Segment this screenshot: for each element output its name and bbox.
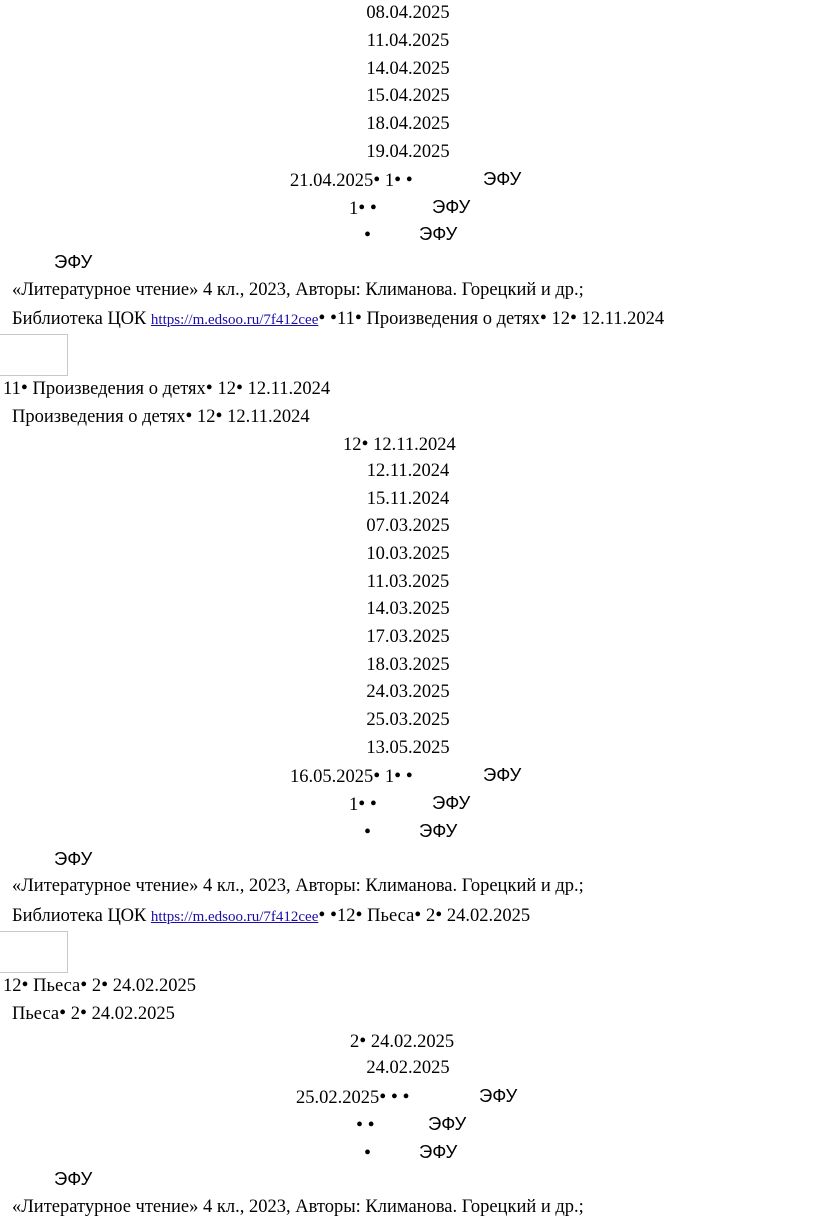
section-line bbox=[3, 378, 330, 399]
lesson-date: 16.05.2025 bbox=[290, 767, 374, 787]
bullet-line bbox=[349, 794, 377, 815]
lesson-hours: 1 bbox=[384, 171, 395, 191]
date-line: 13.05.2025 bbox=[366, 738, 450, 758]
lesson-date: 25.02.2025 bbox=[296, 1088, 380, 1108]
section-line bbox=[343, 434, 456, 455]
bullet-icon: • bbox=[205, 377, 213, 399]
section-line bbox=[350, 1031, 454, 1052]
efu-label: ЭФУ bbox=[419, 1141, 458, 1162]
date-line: 19.04.2025 bbox=[366, 142, 450, 162]
bullet-line bbox=[364, 225, 371, 246]
library-label: Библиотека ЦОК bbox=[12, 906, 147, 926]
efu-label: ЭФУ bbox=[432, 792, 471, 813]
bullet-icon: • bbox=[569, 307, 577, 329]
bullet-icon: • bbox=[355, 904, 363, 926]
section-date: 24.02.2025 bbox=[91, 1004, 175, 1024]
section-title: Пьеса bbox=[12, 1004, 60, 1024]
section-num: 11 bbox=[3, 379, 21, 399]
bullet-icon: • bbox=[330, 307, 338, 329]
date-line: 24.02.2025 bbox=[366, 1058, 450, 1078]
bullet-icon: • bbox=[402, 1086, 410, 1108]
bullet-icon: • bbox=[101, 974, 109, 996]
date-line: 12.11.2024 bbox=[366, 461, 450, 481]
section-num: 12 bbox=[337, 906, 356, 926]
section-title: Пьеса bbox=[367, 906, 415, 926]
date-line: 14.04.2025 bbox=[366, 59, 450, 79]
section-hours: 2 bbox=[350, 1032, 360, 1052]
efu-label: ЭФУ bbox=[419, 820, 458, 841]
section-date: 24.02.2025 bbox=[446, 906, 531, 926]
lesson-hours: 1 bbox=[384, 767, 395, 787]
bullet-icon: • bbox=[235, 377, 243, 399]
library-link[interactable]: https://m.edsoo.ru/7f412cee bbox=[150, 909, 319, 925]
library-line bbox=[12, 308, 664, 329]
bullet-icon: • bbox=[20, 377, 28, 399]
bullet-icon: • bbox=[414, 904, 422, 926]
section-hours: 2 bbox=[425, 906, 436, 926]
section-date: 12.11.2024 bbox=[227, 407, 310, 427]
bullet-icon: • bbox=[435, 904, 443, 926]
efu-label: ЭФУ bbox=[54, 1168, 93, 1189]
efu-label: ЭФУ bbox=[479, 1085, 518, 1106]
bullet-icon: • bbox=[390, 1086, 398, 1108]
bullet-line bbox=[349, 198, 377, 219]
bullet-icon: • bbox=[356, 1114, 364, 1136]
section-line bbox=[3, 975, 196, 996]
section-title: Пьеса bbox=[33, 976, 81, 996]
section-line bbox=[12, 406, 310, 427]
date-line: 14.03.2025 bbox=[366, 599, 450, 619]
date-line: 08.04.2025 bbox=[366, 3, 450, 23]
section-hours: 12 bbox=[217, 379, 236, 399]
library-label: Библиотека ЦОК bbox=[12, 309, 147, 329]
section-hours: 2 bbox=[91, 976, 102, 996]
lesson-date-line bbox=[296, 1087, 410, 1108]
section-line bbox=[12, 1003, 175, 1024]
bullet-icon: • bbox=[364, 821, 372, 843]
bullet-line bbox=[364, 1143, 371, 1164]
section-hours: 12 bbox=[551, 309, 570, 329]
efu-label: ЭФУ bbox=[483, 168, 522, 189]
lesson-hours: 1 bbox=[349, 795, 359, 815]
bullet-icon: • bbox=[373, 169, 381, 191]
section-hours: 12 bbox=[343, 435, 362, 455]
bullet-line bbox=[364, 822, 371, 843]
textbook-line: «Литературное чтение» 4 кл., 2023, Авторы: Климанова. Горецкий и др.; bbox=[12, 280, 584, 300]
bullet-icon: • bbox=[405, 169, 413, 191]
textbook-line: «Литературное чтение» 4 кл., 2023, Авторы: Климанова. Горецкий и др.; bbox=[12, 1197, 584, 1217]
date-line: 18.03.2025 bbox=[366, 655, 450, 675]
textbook-line: «Литературное чтение» 4 кл., 2023, Авторы: Климанова. Горецкий и др.; bbox=[12, 876, 584, 896]
efu-label: ЭФУ bbox=[432, 196, 471, 217]
section-date: 24.02.2025 bbox=[370, 1032, 455, 1052]
section-date: 12.11.2024 bbox=[247, 379, 331, 399]
efu-label: ЭФУ bbox=[419, 223, 458, 244]
library-link[interactable]: https://m.edsoo.ru/7f412cee bbox=[150, 312, 319, 328]
lesson-date: 21.04.2025 bbox=[290, 171, 374, 191]
bullet-icon: • bbox=[318, 904, 326, 926]
date-line: 18.04.2025 bbox=[366, 114, 450, 134]
bullet-icon: • bbox=[21, 974, 29, 996]
date-line: 15.11.2024 bbox=[366, 489, 450, 509]
date-line: 17.03.2025 bbox=[366, 627, 450, 647]
section-num: 11 bbox=[337, 309, 355, 329]
bullet-icon: • bbox=[405, 765, 413, 787]
bullet-icon: • bbox=[373, 765, 381, 787]
date-line: 15.04.2025 bbox=[366, 86, 450, 106]
bullet-icon: • bbox=[358, 793, 366, 815]
bullet-icon: • bbox=[359, 1030, 367, 1052]
bullet-icon: • bbox=[318, 307, 326, 329]
section-title: Произведения о детях bbox=[366, 309, 540, 329]
date-line: 11.03.2025 bbox=[366, 572, 450, 592]
efu-label: ЭФУ bbox=[428, 1113, 467, 1134]
bullet-icon: • bbox=[394, 169, 402, 191]
section-title: Произведения о детях bbox=[32, 379, 206, 399]
bullet-icon: • bbox=[185, 405, 193, 427]
efu-label: ЭФУ bbox=[54, 848, 93, 869]
bullet-icon: • bbox=[364, 224, 372, 246]
bullet-icon: • bbox=[539, 307, 547, 329]
bullet-line bbox=[356, 1115, 375, 1136]
bullet-icon: • bbox=[215, 405, 223, 427]
bullet-icon: • bbox=[80, 1002, 88, 1024]
date-line: 24.03.2025 bbox=[366, 682, 450, 702]
section-hours: 2 bbox=[70, 1004, 81, 1024]
section-date: 12.11.2024 bbox=[373, 435, 456, 455]
bullet-icon: • bbox=[80, 974, 88, 996]
bullet-icon: • bbox=[358, 197, 366, 219]
date-line: 10.03.2025 bbox=[366, 544, 450, 564]
efu-label: ЭФУ bbox=[483, 764, 522, 785]
date-line: 25.03.2025 bbox=[366, 710, 450, 730]
empty-cell bbox=[0, 334, 68, 376]
efu-label: ЭФУ bbox=[54, 251, 93, 272]
bullet-icon: • bbox=[364, 1142, 372, 1164]
section-num: 12 bbox=[3, 976, 22, 996]
section-title: Произведения о детях bbox=[12, 407, 186, 427]
bullet-icon: • bbox=[379, 1086, 387, 1108]
bullet-icon: • bbox=[369, 793, 377, 815]
bullet-icon: • bbox=[361, 433, 369, 455]
bullet-icon: • bbox=[367, 1114, 375, 1136]
lesson-hours: 1 bbox=[349, 199, 359, 219]
date-line: 07.03.2025 bbox=[366, 516, 450, 536]
empty-cell bbox=[0, 931, 68, 973]
date-line: 11.04.2025 bbox=[366, 31, 450, 51]
bullet-icon: • bbox=[394, 765, 402, 787]
section-date: 12.11.2024 bbox=[581, 309, 665, 329]
bullet-icon: • bbox=[354, 307, 362, 329]
lesson-date-line bbox=[290, 170, 413, 191]
bullet-icon: • bbox=[59, 1002, 67, 1024]
section-date: 24.02.2025 bbox=[112, 976, 197, 996]
lesson-date-line bbox=[290, 766, 413, 787]
library-line bbox=[12, 905, 530, 926]
section-hours: 12 bbox=[196, 407, 216, 427]
bullet-icon: • bbox=[369, 197, 377, 219]
bullet-icon: • bbox=[330, 904, 338, 926]
